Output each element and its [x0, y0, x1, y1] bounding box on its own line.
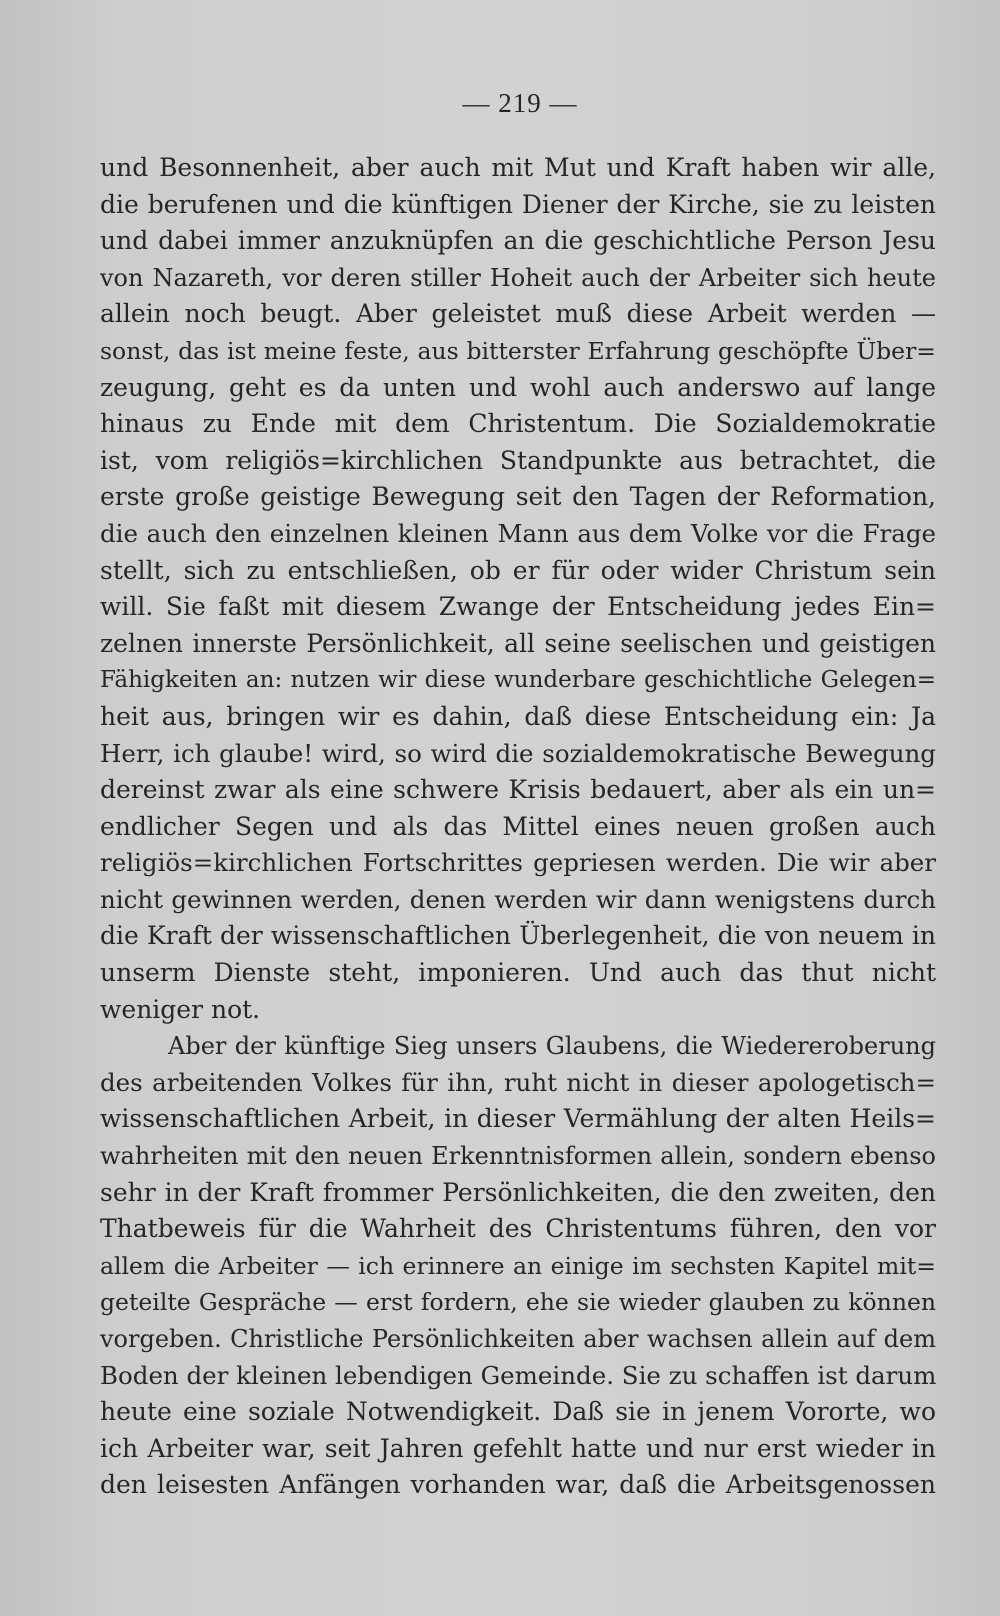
- text-line: die Kraft der wissenschaftlichen Überlegenheit, die von neuem in: [100, 921, 936, 951]
- text-line: endlicher Segen und als das Mittel eines neuen großen auch: [100, 811, 936, 841]
- text-line: unserm Dienste steht, imponieren. Und auch das thut nicht: [100, 958, 936, 988]
- text-line: sehr in der Kraft frommer Persönlichkeiten, die den zweiten, den: [100, 1177, 936, 1207]
- text-line: religiös=kirchlichen Fortschrittes gepriesen werden. Die wir aber: [100, 848, 936, 878]
- text-line: dereinst zwar als eine schwere Krisis bedauert, aber als ein un=: [100, 775, 936, 805]
- text-line: erste große geistige Bewegung seit den Tagen der Reformation,: [100, 482, 936, 512]
- text-line: sonst, das ist meine feste, aus bitterster Erfahrung geschöpfte Über=: [100, 336, 936, 365]
- text-line: will. Sie faßt mit diesem Zwange der Entscheidung jedes Ein=: [100, 592, 936, 622]
- text-line: die auch den einzelnen kleinen Mann aus dem Volke vor die Frage: [100, 518, 936, 548]
- text-line: von Nazareth, vor deren stiller Hoheit auch der Arbeiter sich heute: [100, 263, 936, 292]
- text-line: allem die Arbeiter — ich erinnere an einige im sechsten Kapitel mit=: [100, 1251, 936, 1280]
- text-line: wahrheiten mit den neuen Erkenntnisformen allein, sondern ebenso: [100, 1142, 936, 1171]
- text-line: und Besonnenheit, aber auch mit Mut und Kraft haben wir alle,: [100, 153, 936, 182]
- text-line: ist, vom religiös=kirchlichen Standpunkte aus betrachtet, die: [100, 445, 936, 475]
- text-line: ich Arbeiter war, seit Jahren gefehlt hatte und nur erst wieder in: [100, 1433, 936, 1463]
- text-line: heute eine soziale Notwendigkeit. Daß sie in jenem Vororte, wo: [100, 1397, 936, 1427]
- text-line: allein noch beugt. Aber geleistet muß diese Arbeit werden —: [100, 299, 936, 329]
- text-line: nicht gewinnen werden, denen werden wir dann wenigstens durch: [100, 884, 936, 914]
- text-line: die berufenen und die künftigen Diener der Kirche, sie zu leisten: [100, 189, 936, 219]
- text-line: heit aus, bringen wir es dahin, daß diese Entscheidung ein: Ja: [100, 701, 936, 731]
- text-line: Boden der kleinen lebendigen Gemeinde. Sie zu schaffen ist darum: [100, 1360, 936, 1390]
- text-line: geteilte Gespräche — erst fordern, ehe sie wieder glauben zu können: [100, 1288, 936, 1317]
- text-line: wissenschaftlichen Arbeit, in dieser Vermählung der alten Heils=: [100, 1104, 936, 1134]
- page-number: — 219 —: [462, 88, 578, 118]
- text-line: stellt, sich zu entschließen, ob er für oder wider Christum sein: [100, 555, 936, 585]
- text-line: Herr, ich glaube! wird, so wird die sozialdemokratische Bewegung: [100, 738, 936, 768]
- text-line: Thatbeweis für die Wahrheit des Christentums führen, den vor: [100, 1214, 936, 1244]
- text-line: weniger not.: [100, 994, 261, 1024]
- text-line: zelnen innerste Persönlichkeit, all seine seelischen und geistigen: [100, 628, 936, 658]
- paragraph-1: [100, 150, 936, 1028]
- text-line: den leisesten Anfängen vorhanden war, daß die Arbeitsgenossen: [100, 1470, 936, 1500]
- text-line: zeugung, geht es da unten und wohl auch anderswo auf lange: [100, 372, 936, 402]
- paragraph-2: [100, 1028, 936, 1504]
- text-line: hinaus zu Ende mit dem Christentum. Die Sozialdemokratie: [100, 409, 936, 439]
- text-line: und dabei immer anzuknüpfen an die geschichtliche Person Jesu: [100, 226, 936, 256]
- body-text: [100, 150, 936, 1504]
- text-line: Fähigkeiten an: nutzen wir diese wunderbare geschichtliche Gelegen=: [100, 667, 936, 694]
- text-line: vorgeben. Christliche Persönlichkeiten aber wachsen allein auf dem: [100, 1325, 936, 1353]
- text-line: des arbeitenden Volkes für ihn, ruht nicht in dieser apologetisch=: [100, 1067, 936, 1097]
- text-line: Aber der künftige Sieg unsers Glaubens, die Wiedereroberung: [168, 1032, 936, 1061]
